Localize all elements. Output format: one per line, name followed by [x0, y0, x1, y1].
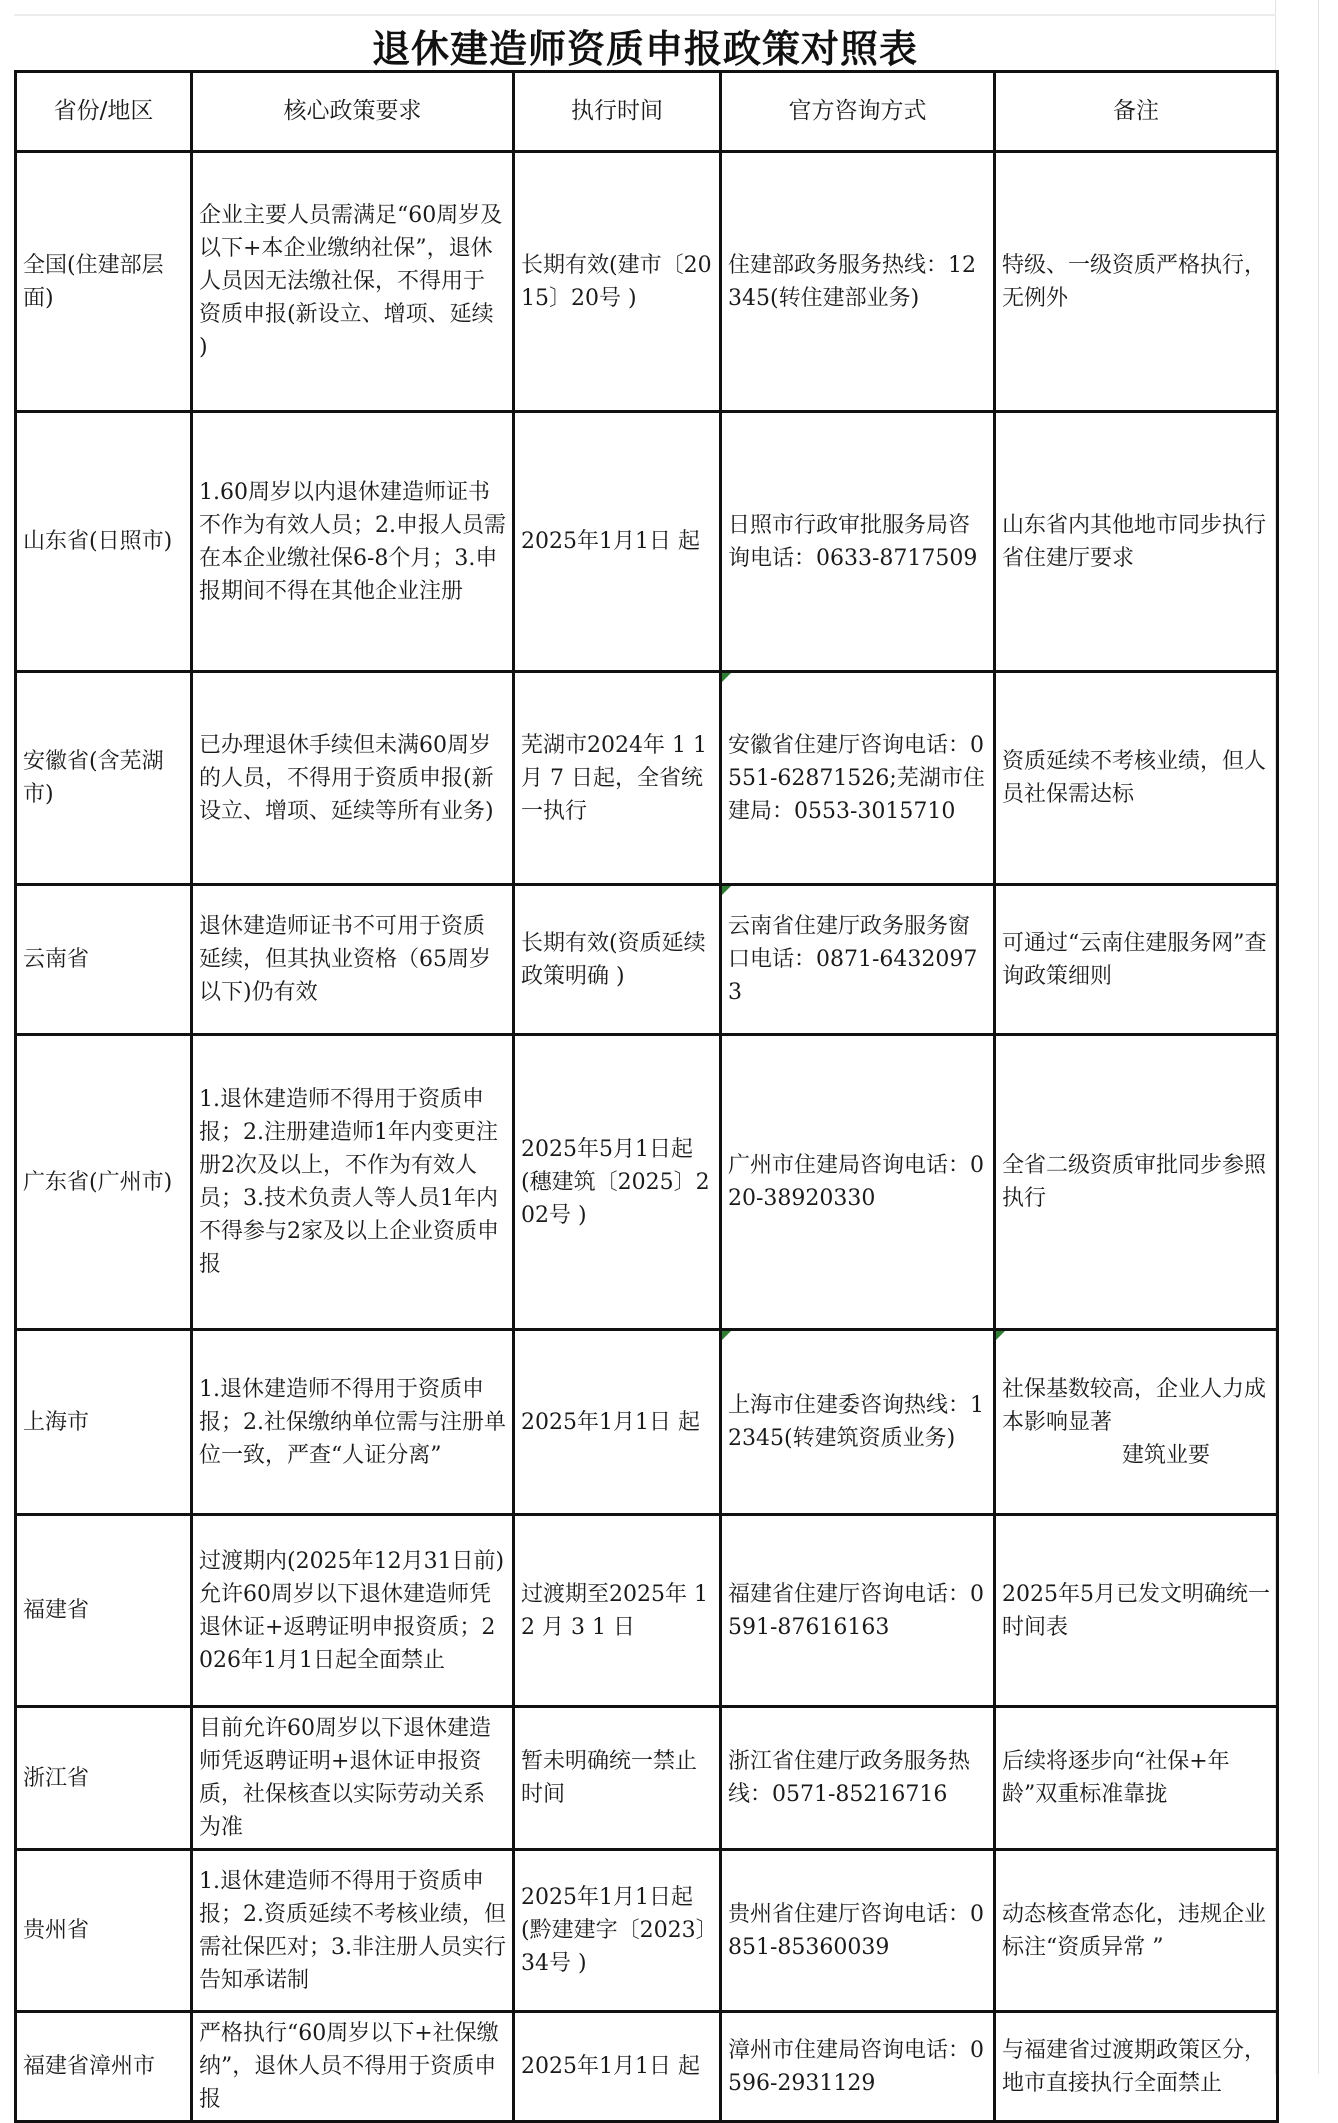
policy-table	[14, 70, 1279, 2123]
cell-policy[interactable]: 过渡期内(2025年12月31日前)允许60周岁以下退休建造师凭退休证+返聘证明申报资质；2026年1月1日起全面禁止	[192, 1515, 514, 1707]
table-row	[16, 412, 1278, 672]
cell-region[interactable]: 福建省	[16, 1515, 192, 1707]
cell-contact[interactable]	[721, 885, 995, 1035]
cell-policy[interactable]: 1.退休建造师不得用于资质申报；2.社保缴纳单位需与注册单位一致，严查“人证分离”	[192, 1330, 514, 1515]
table-row	[16, 1515, 1278, 1707]
cell-contact-text: 上海市住建委咨询热线：12345(转建筑资质业务)	[728, 1393, 984, 1451]
cell-note[interactable]: 特级、一级资质严格执行，无例外	[995, 152, 1278, 412]
cell-policy[interactable]: 严格执行“60周岁以下+社保缴纳”，退休人员不得用于资质申报	[192, 2012, 514, 2122]
cell-effective[interactable]: 2025年5月1日起(穗建筑〔2025〕202号 )	[514, 1035, 721, 1330]
cell-note-overflow-text: 建筑业要	[1122, 1442, 1211, 1468]
column-header-note[interactable]: 备注	[995, 72, 1278, 152]
cell-note[interactable]: 动态核查常态化，违规企业标注“资质异常 ”	[995, 1850, 1278, 2012]
page-title: 退休建造师资质申报政策对照表	[371, 26, 918, 71]
cell-region[interactable]: 云南省	[16, 885, 192, 1035]
cell-region[interactable]: 广东省(广州市)	[16, 1035, 192, 1330]
cell-contact-text: 云南省住建厅政务服务窗口电话：0871-64320973	[728, 914, 978, 1005]
cell-region[interactable]: 全国(住建部层面)	[16, 152, 192, 412]
header-row	[16, 72, 1278, 152]
cell-effective[interactable]: 暂未明确统一禁止时间	[514, 1707, 721, 1850]
cell-policy[interactable]: 企业主要人员需满足“60周岁及以下+本企业缴纳社保”，退休人员因无法缴社保，不得用于资质申报(新设立、增项、延续 )	[192, 152, 514, 412]
cell-note[interactable]: 可通过“云南住建服务网”查询政策细则	[995, 885, 1278, 1035]
comment-marker-icon[interactable]	[722, 1331, 731, 1340]
cell-contact[interactable]	[721, 672, 995, 885]
cell-policy[interactable]: 1.退休建造师不得用于资质申报；2.资质延续不考核业绩，但需社保匹对；3.非注册人员实行告知承诺制	[192, 1850, 514, 2012]
table-row	[16, 1850, 1278, 2012]
cell-contact[interactable]: 住建部政务服务热线：12345(转住建部业务)	[721, 152, 995, 412]
cell-effective[interactable]: 2025年1月1日 起	[514, 2012, 721, 2122]
cell-note-text: 社保基数较高，企业人力成本影响显著	[1002, 1376, 1267, 1435]
comment-marker-icon[interactable]	[722, 673, 731, 682]
cell-note[interactable]: 资质延续不考核业绩，但人员社保需达标	[995, 672, 1278, 885]
cell-region[interactable]: 山东省(日照市)	[16, 412, 192, 672]
cell-note[interactable]: 2025年5月已发文明确统一时间表	[995, 1515, 1278, 1707]
cell-policy[interactable]: 退休建造师证书不可用于资质延续，但其执业资格（65周岁以下)仍有效	[192, 885, 514, 1035]
cell-note[interactable]	[995, 1330, 1278, 1515]
cell-effective[interactable]: 2025年1月1日 起	[514, 412, 721, 672]
gridline	[1318, 0, 1319, 2074]
title-row	[14, 14, 1276, 74]
cell-note[interactable]: 全省二级资质审批同步参照执行	[995, 1035, 1278, 1330]
cell-policy[interactable]: 1.60周岁以内退休建造师证书不作为有效人员；2.申报人员需在本企业缴社保6-8个月；3.申报期间不得在其他企业注册	[192, 412, 514, 672]
cell-contact[interactable]	[721, 1330, 995, 1515]
cell-region[interactable]: 上海市	[16, 1330, 192, 1515]
cell-contact[interactable]: 浙江省住建厅政务服务热线：0571-85216716	[721, 1707, 995, 1850]
cell-region[interactable]: 贵州省	[16, 1850, 192, 2012]
cell-effective[interactable]: 2025年1月1日起(黔建建字〔2023〕34号 )	[514, 1850, 721, 2012]
cell-effective[interactable]: 2025年1月1日 起	[514, 1330, 721, 1515]
table-row	[16, 2012, 1278, 2122]
table-row	[16, 1035, 1278, 1330]
table-row	[16, 1330, 1278, 1515]
cell-note[interactable]: 后续将逐步向“社保+年龄”双重标准靠拢	[995, 1707, 1278, 1850]
cell-note[interactable]: 与福建省过渡期政策区分，地市直接执行全面禁止	[995, 2012, 1278, 2122]
column-header-region[interactable]: 省份/地区	[16, 72, 192, 152]
cell-contact[interactable]: 漳州市住建局咨询电话：0596-2931129	[721, 2012, 995, 2122]
comment-marker-icon[interactable]	[722, 886, 731, 895]
cell-note[interactable]: 山东省内其他地市同步执行省住建厅要求	[995, 412, 1278, 672]
table-row	[16, 1707, 1278, 1850]
cell-policy[interactable]: 目前允许60周岁以下退休建造师凭返聘证明+退休证申报资质，社保核查以实际劳动关系为准	[192, 1707, 514, 1850]
column-header-contact[interactable]: 官方咨询方式	[721, 72, 995, 152]
cell-policy[interactable]: 已办理退休手续但未满60周岁的人员，不得用于资质申报(新设立、增项、延续等所有业务)	[192, 672, 514, 885]
cell-contact[interactable]: 福建省住建厅咨询电话：0591-87616163	[721, 1515, 995, 1707]
table-row	[16, 885, 1278, 1035]
column-header-policy[interactable]: 核心政策要求	[192, 72, 514, 152]
cell-region[interactable]: 福建省漳州市	[16, 2012, 192, 2122]
cell-effective[interactable]: 长期有效(建市〔2015〕20号 )	[514, 152, 721, 412]
column-header-effective[interactable]: 执行时间	[514, 72, 721, 152]
table-row	[16, 672, 1278, 885]
cell-contact[interactable]: 广州市住建局咨询电话：020-38920330	[721, 1035, 995, 1330]
cell-contact-text: 安徽省住建厅咨询电话：0551-62871526;芜湖市住建局：0553-3015710	[728, 732, 985, 824]
cell-effective[interactable]: 芜湖市2024年 1 1 月 7 日起，全省统一执行	[514, 672, 721, 885]
cell-region[interactable]: 浙江省	[16, 1707, 192, 1850]
cell-region[interactable]: 安徽省(含芜湖市)	[16, 672, 192, 885]
cell-policy[interactable]: 1.退休建造师不得用于资质申报；2.注册建造师1年内变更注册2次及以上，不作为有效人员；3.技术负责人等人员1年内不得参与2家及以上企业资质申报	[192, 1035, 514, 1330]
cell-contact[interactable]: 日照市行政审批服务局咨询电话：0633-8717509	[721, 412, 995, 672]
comment-marker-icon[interactable]	[996, 1331, 1005, 1340]
cell-contact[interactable]: 贵州省住建厅咨询电话：0851-85360039	[721, 1850, 995, 2012]
cell-effective[interactable]: 过渡期至2025年 1 2 月 3 1 日	[514, 1515, 721, 1707]
cell-effective[interactable]: 长期有效(资质延续政策明确 )	[514, 885, 721, 1035]
table-row	[16, 152, 1278, 412]
